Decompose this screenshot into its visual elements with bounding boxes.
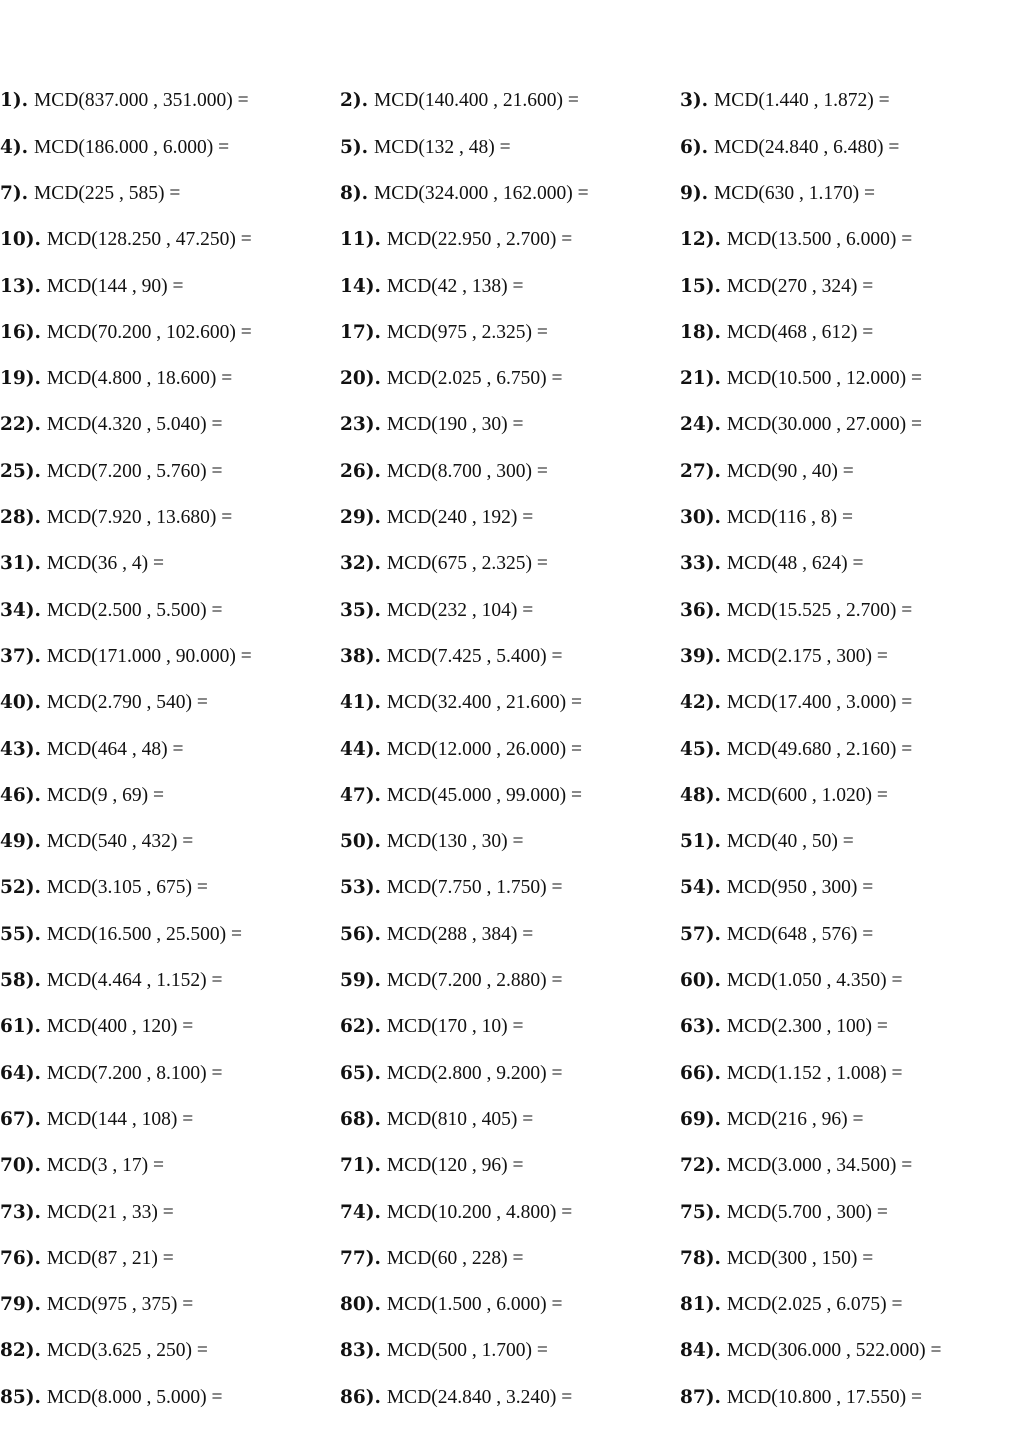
- exercise-number: 5).: [340, 136, 369, 158]
- exercise-item: [0, 647, 340, 667]
- exercise-item: [680, 508, 1022, 528]
- exercise-expression: MCD(7.425 , 5.400) =: [386, 645, 563, 667]
- exercise-number: 69).: [680, 1108, 721, 1130]
- exercise-item: [680, 971, 1022, 991]
- exercise-expression: MCD(87 , 21) =: [46, 1247, 174, 1269]
- exercise-expression: MCD(22.950 , 2.700) =: [386, 229, 573, 251]
- exercise-number: 31).: [0, 553, 41, 575]
- exercise-expression: MCD(4.464 , 1.152) =: [46, 970, 223, 992]
- exercise-number: 75).: [680, 1201, 721, 1223]
- exercise-number: 59).: [340, 970, 381, 992]
- exercise-item: [340, 277, 680, 297]
- exercise-number: 63).: [680, 1016, 721, 1038]
- exercise-number: 51).: [680, 831, 721, 853]
- exercise-expression: MCD(630 , 1.170) =: [713, 182, 876, 204]
- exercise-expression: MCD(2.790 , 540) =: [46, 692, 208, 714]
- exercise-item: [680, 138, 1022, 158]
- exercise-number: 80).: [340, 1294, 381, 1316]
- exercise-item: [0, 740, 340, 760]
- exercise-item: [340, 693, 680, 713]
- exercise-number: 38).: [340, 645, 381, 667]
- exercise-expression: MCD(32.400 , 21.600) =: [386, 692, 583, 714]
- exercise-number: 52).: [0, 877, 41, 899]
- exercise-number: 13).: [0, 275, 41, 297]
- exercise-number: 6).: [680, 136, 709, 158]
- exercise-number: 20).: [340, 368, 381, 390]
- exercise-item: [680, 740, 1022, 760]
- exercise-expression: MCD(171.000 , 90.000) =: [46, 645, 252, 667]
- exercise-expression: MCD(4.800 , 18.600) =: [46, 368, 233, 390]
- exercise-item: [340, 1156, 680, 1176]
- exercise-number: 78).: [680, 1247, 721, 1269]
- exercise-expression: MCD(306.000 , 522.000) =: [726, 1340, 942, 1362]
- exercise-expression: MCD(16.500 , 25.500) =: [46, 923, 243, 945]
- exercise-number: 18).: [680, 321, 721, 343]
- exercise-number: 8).: [340, 182, 369, 204]
- exercise-number: 84).: [680, 1340, 721, 1362]
- exercise-number: 73).: [0, 1201, 41, 1223]
- exercise-number: 26).: [340, 460, 381, 482]
- exercise-expression: MCD(12.000 , 26.000) =: [386, 738, 583, 760]
- exercise-item: [0, 323, 340, 343]
- exercise-number: 87).: [680, 1386, 721, 1408]
- exercise-number: 41).: [340, 692, 381, 714]
- exercise-item: [340, 1203, 680, 1223]
- exercise-expression: MCD(40 , 50) =: [726, 831, 854, 853]
- exercise-expression: MCD(130 , 30) =: [386, 831, 524, 853]
- exercise-item: [680, 601, 1022, 621]
- exercise-expression: MCD(15.525 , 2.700) =: [726, 599, 913, 621]
- exercise-item: [340, 230, 680, 250]
- exercise-expression: MCD(9 , 69) =: [46, 784, 165, 806]
- exercise-expression: MCD(116 , 8) =: [726, 507, 854, 529]
- exercise-item: [340, 740, 680, 760]
- exercise-number: 60).: [680, 970, 721, 992]
- exercise-number: 37).: [0, 645, 41, 667]
- exercise-expression: MCD(170 , 10) =: [386, 1016, 524, 1038]
- exercise-item: [0, 1110, 340, 1130]
- exercise-item: [680, 323, 1022, 343]
- exercise-expression: MCD(837.000 , 351.000) =: [33, 90, 249, 112]
- exercise-expression: MCD(90 , 40) =: [726, 460, 854, 482]
- exercise-item: [0, 971, 340, 991]
- exercise-expression: MCD(324.000 , 162.000) =: [373, 182, 589, 204]
- exercise-number: 49).: [0, 831, 41, 853]
- exercise-item: [340, 647, 680, 667]
- exercise-expression: MCD(1.050 , 4.350) =: [726, 970, 903, 992]
- exercise-expression: MCD(144 , 90) =: [46, 275, 184, 297]
- exercise-number: 79).: [0, 1294, 41, 1316]
- exercise-number: 45).: [680, 738, 721, 760]
- exercise-item: [680, 277, 1022, 297]
- exercise-expression: MCD(2.500 , 5.500) =: [46, 599, 223, 621]
- exercise-expression: MCD(8.700 , 300) =: [386, 460, 548, 482]
- exercise-expression: MCD(950 , 300) =: [726, 877, 874, 899]
- exercise-expression: MCD(1.500 , 6.000) =: [386, 1294, 563, 1316]
- exercise-number: 71).: [340, 1155, 381, 1177]
- exercise-item: [340, 184, 680, 204]
- exercise-number: 58).: [0, 970, 41, 992]
- exercise-number: 32).: [340, 553, 381, 575]
- exercise-item: [340, 323, 680, 343]
- exercise-item: [680, 693, 1022, 713]
- exercise-number: 16).: [0, 321, 41, 343]
- exercise-item: [680, 554, 1022, 574]
- exercise-number: 68).: [340, 1108, 381, 1130]
- exercise-item: [0, 693, 340, 713]
- exercise-item: [0, 230, 340, 250]
- exercise-expression: MCD(232 , 104) =: [386, 599, 534, 621]
- exercise-expression: MCD(120 , 96) =: [386, 1155, 524, 1177]
- exercise-number: 54).: [680, 877, 721, 899]
- exercise-item: [340, 1388, 680, 1408]
- exercise-item: [0, 184, 340, 204]
- exercise-number: 35).: [340, 599, 381, 621]
- exercise-number: 30).: [680, 507, 721, 529]
- exercise-item: [0, 1388, 340, 1408]
- exercise-item: [0, 91, 340, 111]
- exercise-item: [0, 1203, 340, 1223]
- exercise-item: [0, 1064, 340, 1084]
- exercise-item: [0, 1341, 340, 1361]
- exercise-item: [680, 1064, 1022, 1084]
- exercise-number: 9).: [680, 182, 709, 204]
- exercise-number: 22).: [0, 414, 41, 436]
- exercise-expression: MCD(45.000 , 99.000) =: [386, 784, 583, 806]
- exercise-number: 33).: [680, 553, 721, 575]
- exercise-expression: MCD(400 , 120) =: [46, 1016, 194, 1038]
- exercise-item: [680, 925, 1022, 945]
- exercise-number: 85).: [0, 1386, 41, 1408]
- exercise-expression: MCD(648 , 576) =: [726, 923, 874, 945]
- exercise-item: [680, 832, 1022, 852]
- exercise-expression: MCD(48 , 624) =: [726, 553, 864, 575]
- exercise-expression: MCD(464 , 48) =: [46, 738, 184, 760]
- exercise-expression: MCD(49.680 , 2.160) =: [726, 738, 913, 760]
- exercise-number: 39).: [680, 645, 721, 667]
- exercise-expression: MCD(216 , 96) =: [726, 1108, 864, 1130]
- exercise-number: 76).: [0, 1247, 41, 1269]
- exercise-number: 14).: [340, 275, 381, 297]
- exercise-expression: MCD(42 , 138) =: [386, 275, 524, 297]
- exercise-item: [340, 91, 680, 111]
- exercise-expression: MCD(2.025 , 6.075) =: [726, 1294, 903, 1316]
- exercise-expression: MCD(30.000 , 27.000) =: [726, 414, 923, 436]
- exercise-expression: MCD(5.700 , 300) =: [726, 1201, 888, 1223]
- exercise-expression: MCD(3.105 , 675) =: [46, 877, 208, 899]
- exercise-expression: MCD(2.800 , 9.200) =: [386, 1062, 563, 1084]
- exercise-item: [680, 1156, 1022, 1176]
- exercise-expression: MCD(128.250 , 47.250) =: [46, 229, 252, 251]
- exercise-expression: MCD(2.300 , 100) =: [726, 1016, 888, 1038]
- exercise-item: [680, 230, 1022, 250]
- exercise-expression: MCD(10.200 , 4.800) =: [386, 1201, 573, 1223]
- exercise-number: 4).: [0, 136, 29, 158]
- exercise-expression: MCD(288 , 384) =: [386, 923, 534, 945]
- exercise-number: 15).: [680, 275, 721, 297]
- exercise-number: 53).: [340, 877, 381, 899]
- exercise-item: [680, 415, 1022, 435]
- exercise-item: [0, 786, 340, 806]
- exercise-item: [680, 462, 1022, 482]
- exercise-number: 7).: [0, 182, 29, 204]
- exercise-number: 46).: [0, 784, 41, 806]
- exercise-expression: MCD(270 , 324) =: [726, 275, 874, 297]
- exercise-item: [680, 1017, 1022, 1037]
- exercise-item: [680, 647, 1022, 667]
- exercise-number: 83).: [340, 1340, 381, 1362]
- exercise-expression: MCD(7.200 , 5.760) =: [46, 460, 223, 482]
- exercise-expression: MCD(144 , 108) =: [46, 1108, 194, 1130]
- exercise-number: 21).: [680, 368, 721, 390]
- exercise-expression: MCD(2.025 , 6.750) =: [386, 368, 563, 390]
- exercise-number: 64).: [0, 1062, 41, 1084]
- exercise-item: [340, 1295, 680, 1315]
- exercise-number: 82).: [0, 1340, 41, 1362]
- exercise-item: [340, 554, 680, 574]
- exercise-item: [0, 277, 340, 297]
- exercise-item: [340, 971, 680, 991]
- exercise-item: [340, 601, 680, 621]
- exercise-item: [680, 1110, 1022, 1130]
- exercise-item: [680, 786, 1022, 806]
- exercise-item: [340, 138, 680, 158]
- exercise-expression: MCD(500 , 1.700) =: [386, 1340, 548, 1362]
- exercise-number: 50).: [340, 831, 381, 853]
- exercise-expression: MCD(975 , 2.325) =: [386, 321, 548, 343]
- exercise-expression: MCD(8.000 , 5.000) =: [46, 1386, 223, 1408]
- exercise-number: 86).: [340, 1386, 381, 1408]
- exercise-number: 44).: [340, 738, 381, 760]
- exercise-number: 72).: [680, 1155, 721, 1177]
- exercise-item: [0, 1295, 340, 1315]
- exercise-expression: MCD(10.800 , 17.550) =: [726, 1386, 923, 1408]
- exercise-expression: MCD(225 , 585) =: [33, 182, 181, 204]
- exercise-number: 43).: [0, 738, 41, 760]
- exercise-expression: MCD(7.200 , 2.880) =: [386, 970, 563, 992]
- exercise-item: [680, 878, 1022, 898]
- exercise-expression: MCD(975 , 375) =: [46, 1294, 194, 1316]
- exercise-item: [0, 832, 340, 852]
- exercise-item: [0, 508, 340, 528]
- exercise-number: 2).: [340, 90, 369, 112]
- exercise-number: 12).: [680, 229, 721, 251]
- exercise-item: [0, 462, 340, 482]
- exercise-item: [680, 184, 1022, 204]
- exercise-expression: MCD(3.000 , 34.500) =: [726, 1155, 913, 1177]
- exercise-expression: MCD(24.840 , 3.240) =: [386, 1386, 573, 1408]
- exercise-item: [680, 1249, 1022, 1269]
- exercise-expression: MCD(10.500 , 12.000) =: [726, 368, 923, 390]
- exercise-item: [340, 925, 680, 945]
- exercise-number: 19).: [0, 368, 41, 390]
- exercise-number: 42).: [680, 692, 721, 714]
- exercise-item: [340, 1341, 680, 1361]
- exercise-number: 57).: [680, 923, 721, 945]
- exercise-number: 29).: [340, 507, 381, 529]
- exercise-expression: MCD(1.440 , 1.872) =: [713, 90, 890, 112]
- exercise-expression: MCD(540 , 432) =: [46, 831, 194, 853]
- exercise-expression: MCD(3 , 17) =: [46, 1155, 165, 1177]
- exercise-item: [340, 1110, 680, 1130]
- exercise-number: 70).: [0, 1155, 41, 1177]
- exercise-number: 36).: [680, 599, 721, 621]
- exercise-number: 28).: [0, 507, 41, 529]
- exercise-number: 24).: [680, 414, 721, 436]
- exercise-expression: MCD(600 , 1.020) =: [726, 784, 888, 806]
- exercise-item: [340, 1249, 680, 1269]
- exercise-item: [340, 369, 680, 389]
- exercise-number: 67).: [0, 1108, 41, 1130]
- exercise-item: [0, 601, 340, 621]
- exercise-expression: MCD(186.000 , 6.000) =: [33, 136, 230, 158]
- exercise-number: 66).: [680, 1062, 721, 1084]
- exercise-number: 47).: [340, 784, 381, 806]
- exercise-number: 17).: [340, 321, 381, 343]
- exercise-item: [340, 832, 680, 852]
- exercise-item: [680, 1341, 1022, 1361]
- exercise-number: 56).: [340, 923, 381, 945]
- exercise-item: [340, 415, 680, 435]
- exercise-expression: MCD(468 , 612) =: [726, 321, 874, 343]
- exercise-number: 55).: [0, 923, 41, 945]
- exercise-number: 65).: [340, 1062, 381, 1084]
- exercise-number: 74).: [340, 1201, 381, 1223]
- exercise-number: 48).: [680, 784, 721, 806]
- exercise-number: 1).: [0, 90, 29, 112]
- exercise-item: [0, 369, 340, 389]
- exercise-item: [680, 1388, 1022, 1408]
- exercise-grid: [0, 78, 1022, 1421]
- exercise-expression: MCD(60 , 228) =: [386, 1247, 524, 1269]
- exercise-expression: MCD(3.625 , 250) =: [46, 1340, 208, 1362]
- exercise-item: [340, 1064, 680, 1084]
- exercise-expression: MCD(70.200 , 102.600) =: [46, 321, 252, 343]
- exercise-expression: MCD(7.200 , 8.100) =: [46, 1062, 223, 1084]
- exercise-number: 3).: [680, 90, 709, 112]
- exercise-number: 62).: [340, 1016, 381, 1038]
- exercise-expression: MCD(140.400 , 21.600) =: [373, 90, 579, 112]
- exercise-number: 34).: [0, 599, 41, 621]
- exercise-expression: MCD(810 , 405) =: [386, 1108, 534, 1130]
- exercise-item: [340, 878, 680, 898]
- exercise-expression: MCD(36 , 4) =: [46, 553, 165, 575]
- exercise-expression: MCD(132 , 48) =: [373, 136, 511, 158]
- exercise-item: [680, 91, 1022, 111]
- exercise-number: 77).: [340, 1247, 381, 1269]
- exercise-expression: MCD(21 , 33) =: [46, 1201, 174, 1223]
- exercise-item: [340, 786, 680, 806]
- exercise-item: [0, 415, 340, 435]
- exercise-expression: MCD(24.840 , 6.480) =: [713, 136, 900, 158]
- exercise-item: [340, 462, 680, 482]
- exercise-number: 10).: [0, 229, 41, 251]
- exercise-expression: MCD(7.920 , 13.680) =: [46, 507, 233, 529]
- exercise-expression: MCD(7.750 , 1.750) =: [386, 877, 563, 899]
- exercise-number: 61).: [0, 1016, 41, 1038]
- exercise-expression: MCD(190 , 30) =: [386, 414, 524, 436]
- exercise-item: [0, 554, 340, 574]
- exercise-item: [0, 1017, 340, 1037]
- exercise-expression: MCD(300 , 150) =: [726, 1247, 874, 1269]
- exercise-expression: MCD(675 , 2.325) =: [386, 553, 548, 575]
- exercise-number: 23).: [340, 414, 381, 436]
- exercise-number: 11).: [340, 229, 381, 251]
- exercise-number: 40).: [0, 692, 41, 714]
- exercise-item: [340, 1017, 680, 1037]
- exercise-expression: MCD(2.175 , 300) =: [726, 645, 888, 667]
- exercise-expression: MCD(4.320 , 5.040) =: [46, 414, 223, 436]
- exercise-item: [0, 1249, 340, 1269]
- exercise-number: 81).: [680, 1294, 721, 1316]
- exercise-item: [680, 1203, 1022, 1223]
- exercise-number: 27).: [680, 460, 721, 482]
- exercise-number: 25).: [0, 460, 41, 482]
- exercise-item: [0, 878, 340, 898]
- exercise-item: [340, 508, 680, 528]
- exercise-item: [680, 1295, 1022, 1315]
- exercise-expression: MCD(13.500 , 6.000) =: [726, 229, 913, 251]
- exercise-item: [0, 138, 340, 158]
- exercise-item: [680, 369, 1022, 389]
- exercise-expression: MCD(240 , 192) =: [386, 507, 534, 529]
- exercise-item: [0, 1156, 340, 1176]
- exercise-expression: MCD(1.152 , 1.008) =: [726, 1062, 903, 1084]
- exercise-expression: MCD(17.400 , 3.000) =: [726, 692, 913, 714]
- exercise-item: [0, 925, 340, 945]
